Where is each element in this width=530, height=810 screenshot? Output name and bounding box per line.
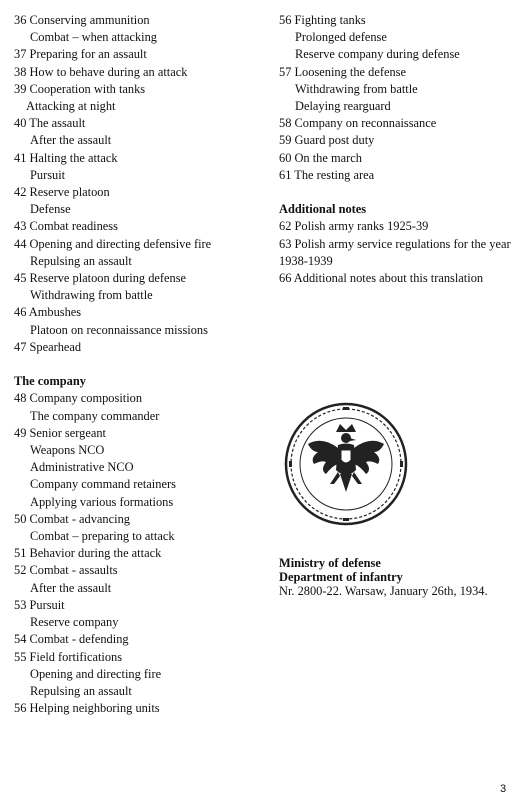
toc-entry: Reserve company during defense bbox=[295, 47, 460, 62]
toc-entry: 61 The resting area bbox=[279, 167, 375, 182]
toc-entry: 41 Halting the attack bbox=[14, 150, 118, 165]
company-list bbox=[14, 390, 264, 717]
department-title: Department of infantry bbox=[279, 570, 403, 584]
toc-entry: 38 How to behave during an attack bbox=[14, 64, 188, 79]
toc-entry: Withdrawing from battle bbox=[295, 81, 418, 96]
toc-entry: 47 Spearhead bbox=[14, 339, 82, 354]
additional-notes-list bbox=[279, 218, 519, 287]
toc-entry: The company commander bbox=[30, 408, 160, 423]
company-heading: The company bbox=[14, 374, 86, 389]
toc-entry: Reserve company bbox=[30, 615, 119, 630]
toc-entry: 59 Guard post duty bbox=[279, 133, 375, 148]
toc-entry: 56 Helping neighboring units bbox=[14, 701, 160, 716]
toc-entry: Attacking at night bbox=[26, 99, 116, 114]
toc-entry: 36 Conserving ammunition bbox=[14, 13, 150, 27]
toc-entry: 42 Reserve platoon bbox=[14, 185, 110, 200]
toc-entry: 60 On the march bbox=[279, 150, 362, 165]
toc-entry: 54 Combat - defending bbox=[14, 632, 129, 647]
toc-entry: 57 Loosening the defense bbox=[279, 64, 406, 79]
toc-entry: 55 Field fortifications bbox=[14, 649, 123, 664]
toc-entry: 63 Polish army service regulations for the year 1938-1939 bbox=[279, 236, 511, 268]
toc-entry: 58 Company on reconnaissance bbox=[279, 116, 437, 131]
toc-entry: Repulsing an assault bbox=[30, 683, 132, 698]
toc-entry: 50 Combat - advancing bbox=[14, 511, 130, 526]
toc-entry: 49 Senior sergeant bbox=[14, 425, 106, 440]
toc-right-column bbox=[279, 12, 519, 287]
toc-entry: Repulsing an assault bbox=[30, 253, 132, 268]
toc-entry: Pursuit bbox=[30, 167, 66, 182]
toc-entry: 46 Ambushes bbox=[14, 305, 82, 320]
toc-entry: 44 Opening and directing defensive fire bbox=[14, 236, 212, 251]
document-reference: Nr. 2800-22. Warsaw, January 26th, 1934. bbox=[279, 584, 488, 598]
toc-entry: Opening and directing fire bbox=[30, 666, 162, 681]
toc-entry: 37 Preparing for an assault bbox=[14, 47, 147, 62]
toc-entry: Applying various formations bbox=[30, 494, 174, 509]
toc-entry: 62 Polish army ranks 1925-39 bbox=[279, 219, 429, 234]
toc-entry: Prolonged defense bbox=[295, 30, 387, 45]
toc-entry: 45 Reserve platoon during defense bbox=[14, 271, 187, 286]
toc-entry: Company command retainers bbox=[30, 477, 176, 492]
additional-notes-heading: Additional notes bbox=[279, 202, 367, 217]
toc-entry: 40 The assault bbox=[14, 116, 86, 131]
toc-right-list bbox=[279, 12, 519, 184]
toc-entry: Delaying rearguard bbox=[295, 99, 391, 114]
ministry-block bbox=[279, 556, 488, 598]
toc-entry: After the assault bbox=[30, 133, 112, 148]
toc-entry: 43 Combat readiness bbox=[14, 219, 118, 234]
toc-entry: After the assault bbox=[30, 580, 112, 595]
toc-entry: 39 Cooperation with tanks bbox=[14, 81, 146, 96]
toc-left-column bbox=[14, 12, 264, 717]
polish-eagle-emblem-icon bbox=[282, 400, 410, 528]
toc-entry: 52 Combat - assaults bbox=[14, 563, 118, 578]
ministry-title: Ministry of defense bbox=[279, 556, 381, 570]
toc-entry: Combat – preparing to attack bbox=[30, 529, 175, 544]
toc-entry: Combat – when attacking bbox=[30, 30, 157, 45]
toc-entry: 56 Fighting tanks bbox=[279, 13, 366, 27]
page-number: 3 bbox=[500, 783, 507, 795]
toc-left-list bbox=[14, 12, 264, 356]
toc-entry: 66 Additional notes about this translation bbox=[279, 271, 484, 286]
toc-entry: Withdrawing from battle bbox=[30, 288, 153, 303]
toc-entry: 53 Pursuit bbox=[14, 597, 65, 612]
toc-entry: Platoon on reconnaissance missions bbox=[30, 322, 208, 337]
toc-entry: 51 Behavior during the attack bbox=[14, 546, 162, 561]
toc-entry: Defense bbox=[30, 202, 71, 217]
toc-entry: Weapons NCO bbox=[30, 443, 105, 458]
toc-entry: Administrative NCO bbox=[30, 460, 134, 475]
toc-entry: 48 Company composition bbox=[14, 391, 143, 406]
